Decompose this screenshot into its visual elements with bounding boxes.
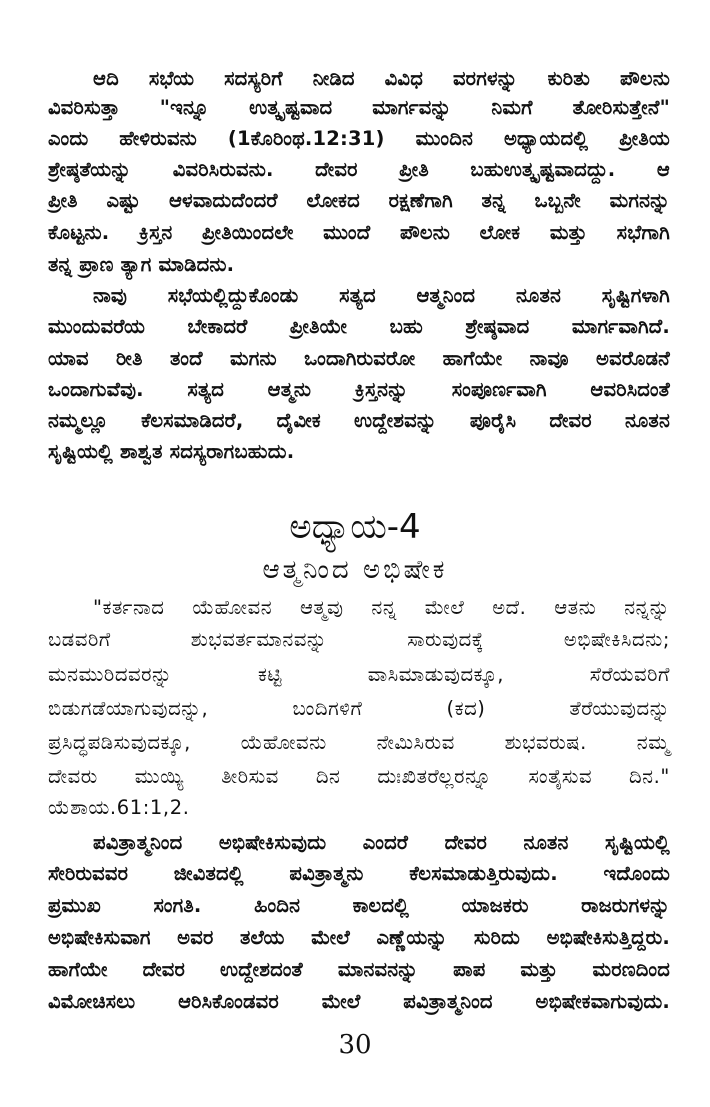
text-line: ಪ್ರೀತಿ ಎಷ್ಟು ಆಳವಾದುದೆಂದರೆ ಲೋಕದ ರಕ್ಷಣೆಗಾಗಿ ತನ್ನ ಒಬ್ಬನೇ ಮಗನನ್ನು <box>48 189 670 212</box>
text-line: ವಿಮೋಚಿಸಲು ಆರಿಸಿಕೊಂಡವರ ಮೇಲೆ ಪವಿತ್ರಾತ್ಮನಿಂದ ಅಭಿಷೇಕವಾಗುವುದು. <box>48 990 670 1013</box>
page-number: 30 <box>338 1030 372 1060</box>
chapter-subheading: ಆತ್ಮನಿಂದ ಅಭಿಷೇಕ <box>262 555 448 585</box>
text-line: ಶ್ರೇಷ್ಠತೆಯನ್ನು ವಿವರಿಸಿರುವನು. ದೇವರ ಪ್ರೀತಿ ಬಹುಉತ್ಕೃಷ್ಟವಾದದ್ದು. ಆ <box>48 158 670 181</box>
text-line: ನಮ್ಮಲ್ಲೂ ಕೆಲಸಮಾಡಿದರೆ, ದೈವೀಕ ಉದ್ದೇಶವನ್ನು ಪೂರೈಸಿ ದೇವರ ನೂತನ <box>48 409 670 432</box>
quote-line: "ಕರ್ತನಾದ ಯೆಹೋವನ ಆತ್ಮವು ನನ್ನ ಮೇಲೆ ಅದೆ. ಆತನು ನನ್ನನ್ನು <box>93 596 670 619</box>
text-line: ಅಭಿಷೇಕಿಸುವಾಗ ಅವರ ತಲೆಯ ಮೇಲೆ ಎಣ್ಣೆಯನ್ನು ಸುರಿದು ಅಭಿಷೇಕಿಸುತ್ತಿದ್ದರು. <box>48 926 670 949</box>
quote-reference: ಯೆಶಾಯ.61:1,2. <box>48 796 190 819</box>
text-line: ಮುಂದುವರೆಯ ಬೇಕಾದರೆ ಪ್ರೀತಿಯೇ ಬಹು ಶ್ರೇಷ್ಠವಾದ ಮಾರ್ಗವಾಗಿದೆ. <box>48 315 670 338</box>
chapter-heading: ಅಧ್ಯಾಯ-4 <box>289 507 421 547</box>
text-line: ವಿವರಿಸುತ್ತಾ "ಇನ್ನೂ ಉತ್ಕೃಷ್ಟವಾದ ಮಾರ್ಗವನ್ನು ನಿಮಗೆ ತೋರಿಸುತ್ತೇನೆ" <box>48 96 670 119</box>
text-line: ಆದಿ ಸಭೆಯ ಸದಸ್ಯರಿಗೆ ನೀಡಿದ ವಿವಿಧ ವರಗಳನ್ನು ಕುರಿತು ಪೌಲನು <box>93 67 670 90</box>
text-line: ಹಾಗೆಯೇ ದೇವರ ಉದ್ದೇಶದಂತೆ ಮಾನವನನ್ನು ಪಾಪ ಮತ್ತು ಮರಣದಿಂದ <box>48 958 670 981</box>
text-line: ಸೇರಿರುವವರ ಜೀವಿತದಲ್ಲಿ ಪವಿತ್ರಾತ್ಮನು ಕೆಲಸಮಾಡುತ್ತಿರುವುದು. ಇದೊಂದು <box>48 862 670 885</box>
quote-line: ಬಡವರಿಗೆ ಶುಭವರ್ತಮಾನವನ್ನು ಸಾರುವುದಕ್ಕೆ ಅಭಿಷೇಕಿಸಿದನು; <box>48 628 670 651</box>
text-line: ನಾವು ಸಭೆಯಲ್ಲಿದ್ದುಕೊಂಡು ಸತ್ಯದ ಆತ್ಮನಿಂದ ನೂತನ ಸೃಷ್ಟಿಗಳಾಗಿ <box>93 284 670 307</box>
quote-line: ಪ್ರಸಿದ್ಧಪಡಿಸುವುದಕ್ಕೂ, ಯೆಹೋವನು ನೇಮಿಸಿರುವ ಶುಭವರುಷ. ನಮ್ಮ <box>48 731 670 754</box>
text-line: ಎಂದು ಹೇಳಿರುವನು (1ಕೊರಿಂಥ.12:31) ಮುಂದಿನ ಅಧ್ಯಾಯದಲ್ಲಿ ಪ್ರೀತಿಯ <box>48 127 670 150</box>
text-line: ಕೊಟ್ಟನು. ಕ್ರಿಸ್ತನ ಪ್ರೀತಿಯಿಂದಲೇ ಮುಂದೆ ಪೌಲನು ಲೋಕ ಮತ್ತು ಸಭೆಗಾಗಿ <box>48 221 670 244</box>
text-line: ಒಂದಾಗುವೆವು. ಸತ್ಯದ ಆತ್ಮನು ಕ್ರಿಸ್ತನನ್ನು ಸಂಪೂರ್ಣವಾಗಿ ಆವರಿಸಿದಂತೆ <box>48 378 670 401</box>
text-line: ಪವಿತ್ರಾತ್ಮನಿಂದ ಅಭಿಷೇಕಿಸುವುದು ಎಂದರೆ ದೇವರ ನೂತನ ಸೃಷ್ಟಿಯಲ್ಲಿ <box>93 831 670 854</box>
text-line: ಯಾವ ರೀತಿ ತಂದೆ ಮಗನು ಒಂದಾಗಿರುವರೋ ಹಾಗೆಯೇ ನಾವೂ ಅವರೊಡನೆ <box>48 347 670 370</box>
text-line: ತನ್ನ ಪ್ರಾಣ ತ್ಯಾಗ ಮಾಡಿದನು. <box>48 253 235 276</box>
quote-line: ದೇವರು ಮುಯ್ಯಿ ತೀರಿಸುವ ದಿನ ದುಃಖಿತರೆಲ್ಲರನ್ನೂ ಸಂತೈಸುವ ದಿನ." <box>48 765 670 788</box>
quote-line: ಮನಮುರಿದವರನ್ನು ಕಟ್ಟಿ ವಾಸಿಮಾಡುವುದಕ್ಕೂ, ಸೆರೆಯವರಿಗೆ <box>48 663 670 686</box>
text-line: ಪ್ರಮುಖ ಸಂಗತಿ. ಹಿಂದಿನ ಕಾಲದಲ್ಲಿ ಯಾಜಕರು ರಾಜರುಗಳನ್ನು <box>48 894 670 917</box>
quote-line: ಬಿಡುಗಡೆಯಾಗುವುದನ್ನು, ಬಂದಿಗಳಿಗೆ (ಕದ) ತೆರೆಯುವುದನ್ನು <box>48 697 670 720</box>
text-line: ಸೃಷ್ಟಿಯಲ್ಲಿ ಶಾಶ್ವತ ಸದಸ್ಯರಾಗಬಹುದು. <box>48 440 295 463</box>
